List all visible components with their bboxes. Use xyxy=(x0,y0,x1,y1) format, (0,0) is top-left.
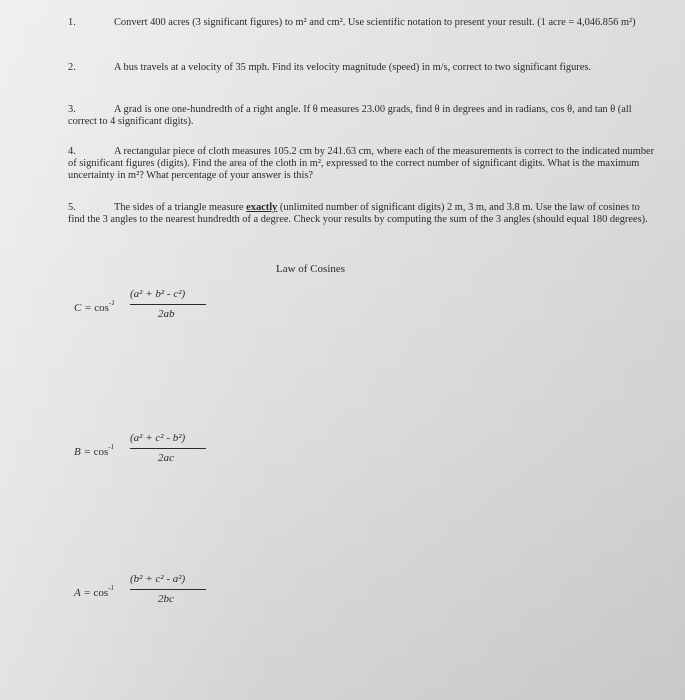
question-4 xyxy=(68,146,658,183)
question-number: 5. xyxy=(68,202,76,213)
question-number: 3. xyxy=(68,104,76,115)
formula-lhs: $A = \cos^{-1}$ xyxy=(74,584,114,599)
fraction-bar xyxy=(130,304,206,305)
question-number: 1. xyxy=(68,17,76,28)
question-text-end: (unlimited number of significant digits) 2 m, 3 m, and 3.8 m. Use the law of cosines to find the 3 angles to the nearest hundredth of a degree. Check your results by computing the sum of the 3 angles (should equal 180 degrees). xyxy=(68,202,648,226)
formula-numerator: (b² + c² - a²) xyxy=(130,573,186,585)
question-text: A bus travels at a velocity of 35 mph. Find its velocity magnitude (speed) in m/s, correct to two significant figures. xyxy=(114,62,592,73)
formula-numerator: (a² + c² - b²) xyxy=(130,432,186,444)
formula-denominator: 2bc xyxy=(158,593,174,605)
formula-denominator: 2ac xyxy=(158,452,174,464)
question-number: 2. xyxy=(68,62,76,73)
question-5 xyxy=(68,202,658,226)
formula-denominator: 2ab xyxy=(158,308,175,320)
formula-lhs: $B = \cos^{-1}$ xyxy=(74,443,115,458)
question-text: A rectangular piece of cloth measures 105.2 cm by 241.63 cm, where each of the measurements is correct to the indicated number of significant figures (digits). Find the area of the cloth in m², expressed to the correct number of significant digits. What is the maximum uncertainty in m²? What percentage of your answer is this? xyxy=(68,146,655,182)
question-text: Convert 400 acres (3 significant figures) to m² and cm². Use scientific notation to present your result. (1 acre = 4,046.856 m²) xyxy=(114,17,636,28)
fraction-bar xyxy=(130,448,206,449)
emphasis-exactly: exactly xyxy=(246,202,278,213)
question-number: 4. xyxy=(68,146,76,157)
question-1 xyxy=(68,17,658,29)
law-of-cosines-title: Law of Cosines xyxy=(276,263,346,275)
formula-numerator: (a² + b² - c²) xyxy=(130,288,186,300)
formula-lhs: $C = \cos^{-1}$ xyxy=(74,299,115,314)
question-text-start: The sides of a triangle measure xyxy=(114,202,247,213)
question-2 xyxy=(68,62,658,74)
question-text: A grad is one one-hundredth of a right angle. If θ measures 23.00 grads, find θ in degrees and in radians, cos θ, and tan θ (all correct to 4 significant digits). xyxy=(68,104,632,128)
fraction-bar xyxy=(130,589,206,590)
question-3 xyxy=(68,104,658,128)
